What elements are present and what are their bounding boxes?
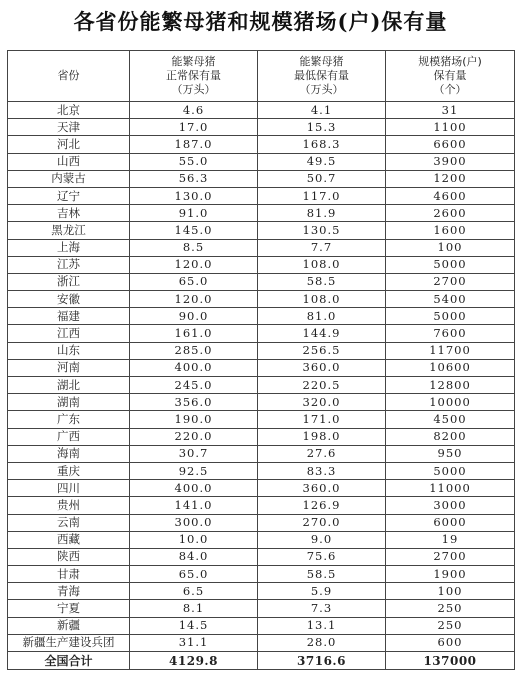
cell-farm-count: 600 — [386, 634, 515, 651]
table-row — [8, 497, 515, 514]
cell-province: 山东 — [8, 342, 130, 359]
cell-minimum-stock: 360.0 — [258, 359, 386, 376]
total-farms: 137000 — [386, 652, 515, 670]
cell-province: 浙江 — [8, 273, 130, 290]
table-row — [8, 359, 515, 376]
cell-minimum-stock: 4.1 — [258, 102, 386, 119]
cell-normal-stock: 31.1 — [130, 634, 258, 651]
header-farm-count — [386, 51, 515, 102]
cell-farm-count: 1600 — [386, 222, 515, 239]
header-line: 保有量 — [433, 69, 467, 82]
cell-normal-stock: 17.0 — [130, 119, 258, 136]
table-row — [8, 566, 515, 583]
table-row — [8, 531, 515, 548]
table-row — [8, 634, 515, 651]
cell-minimum-stock: 83.3 — [258, 462, 386, 479]
table-row — [8, 480, 515, 497]
header-minimum-stock — [258, 51, 386, 102]
cell-farm-count: 3900 — [386, 153, 515, 170]
cell-minimum-stock: 108.0 — [258, 256, 386, 273]
cell-minimum-stock: 256.5 — [258, 342, 386, 359]
cell-farm-count: 250 — [386, 617, 515, 634]
cell-normal-stock: 92.5 — [130, 462, 258, 479]
table-row — [8, 428, 515, 445]
header-normal-stock — [130, 51, 258, 102]
table-row — [8, 600, 515, 617]
cell-minimum-stock: 320.0 — [258, 394, 386, 411]
cell-farm-count: 5000 — [386, 462, 515, 479]
header-province: 省份 — [8, 51, 130, 102]
table-row — [8, 187, 515, 204]
cell-normal-stock: 220.0 — [130, 428, 258, 445]
cell-province: 江西 — [8, 325, 130, 342]
table-row — [8, 205, 515, 222]
cell-minimum-stock: 28.0 — [258, 634, 386, 651]
cell-province: 新疆 — [8, 617, 130, 634]
table-row — [8, 239, 515, 256]
cell-normal-stock: 245.0 — [130, 377, 258, 394]
cell-province: 内蒙古 — [8, 170, 130, 187]
cell-minimum-stock: 13.1 — [258, 617, 386, 634]
cell-farm-count: 3000 — [386, 497, 515, 514]
cell-normal-stock: 91.0 — [130, 205, 258, 222]
cell-province: 安徽 — [8, 291, 130, 308]
cell-province: 黑龙江 — [8, 222, 130, 239]
cell-farm-count: 1100 — [386, 119, 515, 136]
cell-province: 江苏 — [8, 256, 130, 273]
cell-farm-count: 11000 — [386, 480, 515, 497]
cell-minimum-stock: 50.7 — [258, 170, 386, 187]
cell-normal-stock: 6.5 — [130, 583, 258, 600]
table-row — [8, 273, 515, 290]
cell-minimum-stock: 220.5 — [258, 377, 386, 394]
cell-farm-count: 2600 — [386, 205, 515, 222]
cell-province: 福建 — [8, 308, 130, 325]
total-normal: 4129.8 — [130, 652, 258, 670]
cell-minimum-stock: 7.3 — [258, 600, 386, 617]
total-minimum: 3716.6 — [258, 652, 386, 670]
cell-normal-stock: 65.0 — [130, 273, 258, 290]
header-line: 正常保有量 — [166, 69, 221, 82]
table-row — [8, 119, 515, 136]
header-line: （万头） — [299, 83, 344, 96]
table-body — [8, 102, 515, 652]
cell-farm-count: 12800 — [386, 377, 515, 394]
cell-farm-count: 5400 — [386, 291, 515, 308]
cell-normal-stock: 30.7 — [130, 445, 258, 462]
table-row — [8, 308, 515, 325]
cell-province: 上海 — [8, 239, 130, 256]
table-row — [8, 342, 515, 359]
cell-farm-count: 1200 — [386, 170, 515, 187]
table-row — [8, 445, 515, 462]
cell-province: 海南 — [8, 445, 130, 462]
header-line: 规模猪场(户) — [418, 55, 482, 68]
cell-farm-count: 11700 — [386, 342, 515, 359]
cell-normal-stock: 400.0 — [130, 359, 258, 376]
table-row — [8, 411, 515, 428]
page-title: 各省份能繁母猪和规模猪场(户)保有量 — [73, 9, 448, 34]
table-row — [8, 548, 515, 565]
cell-province: 北京 — [8, 102, 130, 119]
cell-minimum-stock: 7.7 — [258, 239, 386, 256]
cell-province: 宁夏 — [8, 600, 130, 617]
cell-province: 四川 — [8, 480, 130, 497]
total-row — [8, 652, 515, 670]
cell-province: 湖南 — [8, 394, 130, 411]
cell-minimum-stock: 144.9 — [258, 325, 386, 342]
cell-minimum-stock: 270.0 — [258, 514, 386, 531]
cell-minimum-stock: 117.0 — [258, 187, 386, 204]
cell-minimum-stock: 108.0 — [258, 291, 386, 308]
cell-province: 云南 — [8, 514, 130, 531]
table-header-row — [8, 51, 515, 102]
cell-farm-count: 100 — [386, 239, 515, 256]
cell-normal-stock: 187.0 — [130, 136, 258, 153]
cell-normal-stock: 400.0 — [130, 480, 258, 497]
cell-normal-stock: 4.6 — [130, 102, 258, 119]
cell-minimum-stock: 198.0 — [258, 428, 386, 445]
cell-normal-stock: 84.0 — [130, 548, 258, 565]
cell-province: 湖北 — [8, 377, 130, 394]
data-table — [7, 50, 515, 670]
cell-farm-count: 950 — [386, 445, 515, 462]
cell-province: 新疆生产建设兵团 — [8, 634, 130, 651]
cell-minimum-stock: 171.0 — [258, 411, 386, 428]
cell-farm-count: 250 — [386, 600, 515, 617]
cell-minimum-stock: 58.5 — [258, 273, 386, 290]
total-label: 全国合计 — [8, 652, 130, 670]
cell-farm-count: 5000 — [386, 256, 515, 273]
cell-normal-stock: 141.0 — [130, 497, 258, 514]
cell-normal-stock: 90.0 — [130, 308, 258, 325]
table-row — [8, 153, 515, 170]
cell-normal-stock: 145.0 — [130, 222, 258, 239]
cell-province: 西藏 — [8, 531, 130, 548]
cell-minimum-stock: 58.5 — [258, 566, 386, 583]
cell-province: 吉林 — [8, 205, 130, 222]
cell-minimum-stock: 168.3 — [258, 136, 386, 153]
table-row — [8, 291, 515, 308]
cell-normal-stock: 190.0 — [130, 411, 258, 428]
header-line: （万头） — [171, 83, 216, 96]
cell-province: 河北 — [8, 136, 130, 153]
cell-province: 重庆 — [8, 462, 130, 479]
header-line: 能繁母猪 — [171, 55, 216, 68]
cell-farm-count: 5000 — [386, 308, 515, 325]
cell-minimum-stock: 360.0 — [258, 480, 386, 497]
cell-normal-stock: 14.5 — [130, 617, 258, 634]
cell-province: 广西 — [8, 428, 130, 445]
cell-province: 甘肃 — [8, 566, 130, 583]
table-row — [8, 514, 515, 531]
cell-province: 陕西 — [8, 548, 130, 565]
table-row — [8, 377, 515, 394]
table-row — [8, 462, 515, 479]
table-row — [8, 394, 515, 411]
cell-province: 河南 — [8, 359, 130, 376]
cell-normal-stock: 161.0 — [130, 325, 258, 342]
cell-farm-count: 2700 — [386, 548, 515, 565]
table-row — [8, 583, 515, 600]
cell-minimum-stock: 49.5 — [258, 153, 386, 170]
table-row — [8, 222, 515, 239]
header-line: 最低保有量 — [294, 69, 349, 82]
cell-farm-count: 4600 — [386, 187, 515, 204]
header-line: （个） — [433, 83, 467, 96]
cell-farm-count: 7600 — [386, 325, 515, 342]
cell-province: 青海 — [8, 583, 130, 600]
cell-normal-stock: 285.0 — [130, 342, 258, 359]
cell-minimum-stock: 75.6 — [258, 548, 386, 565]
cell-normal-stock: 65.0 — [130, 566, 258, 583]
cell-farm-count: 6600 — [386, 136, 515, 153]
cell-farm-count: 2700 — [386, 273, 515, 290]
cell-minimum-stock: 81.0 — [258, 308, 386, 325]
cell-farm-count: 1900 — [386, 566, 515, 583]
cell-normal-stock: 10.0 — [130, 531, 258, 548]
cell-minimum-stock: 81.9 — [258, 205, 386, 222]
cell-province: 天津 — [8, 119, 130, 136]
cell-minimum-stock: 5.9 — [258, 583, 386, 600]
cell-minimum-stock: 126.9 — [258, 497, 386, 514]
table-row — [8, 170, 515, 187]
table-row — [8, 617, 515, 634]
cell-province: 山西 — [8, 153, 130, 170]
cell-normal-stock: 120.0 — [130, 256, 258, 273]
cell-minimum-stock: 130.5 — [258, 222, 386, 239]
header-line: 能繁母猪 — [299, 55, 344, 68]
cell-farm-count: 10600 — [386, 359, 515, 376]
cell-normal-stock: 8.5 — [130, 239, 258, 256]
cell-farm-count: 6000 — [386, 514, 515, 531]
cell-farm-count: 100 — [386, 583, 515, 600]
table-row — [8, 325, 515, 342]
cell-normal-stock: 356.0 — [130, 394, 258, 411]
cell-farm-count: 31 — [386, 102, 515, 119]
cell-normal-stock: 56.3 — [130, 170, 258, 187]
table-row — [8, 136, 515, 153]
cell-farm-count: 19 — [386, 531, 515, 548]
cell-province: 贵州 — [8, 497, 130, 514]
cell-minimum-stock: 15.3 — [258, 119, 386, 136]
cell-farm-count: 10000 — [386, 394, 515, 411]
cell-farm-count: 8200 — [386, 428, 515, 445]
table-row — [8, 256, 515, 273]
cell-minimum-stock: 9.0 — [258, 531, 386, 548]
cell-normal-stock: 120.0 — [130, 291, 258, 308]
cell-farm-count: 4500 — [386, 411, 515, 428]
cell-province: 辽宁 — [8, 187, 130, 204]
cell-normal-stock: 55.0 — [130, 153, 258, 170]
cell-normal-stock: 130.0 — [130, 187, 258, 204]
cell-normal-stock: 8.1 — [130, 600, 258, 617]
table-row — [8, 102, 515, 119]
cell-normal-stock: 300.0 — [130, 514, 258, 531]
cell-minimum-stock: 27.6 — [258, 445, 386, 462]
cell-province: 广东 — [8, 411, 130, 428]
